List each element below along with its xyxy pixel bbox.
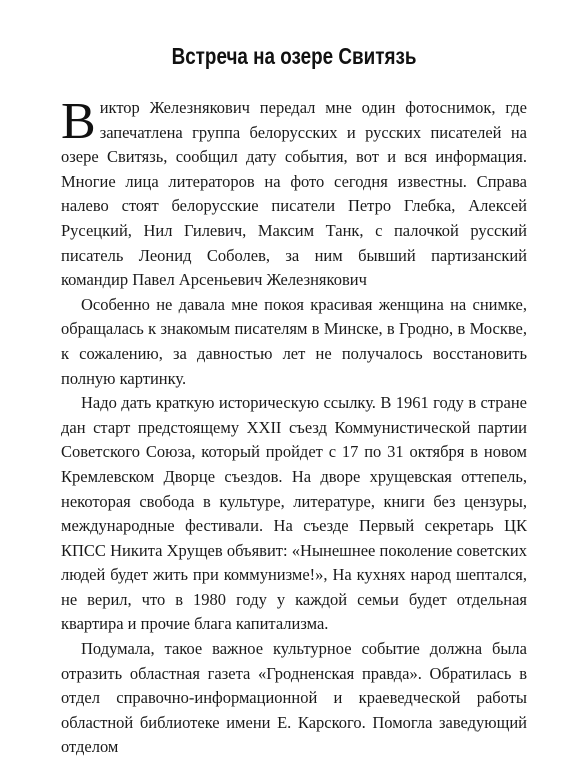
- paragraph-1-text: иктор Железнякович передал мне один фотоснимок, где запечатлена группа белорусских и русских писателей на озере Свитязь, сообщил дату события, вот и вся информация. Многие лица литераторов на фото сегодня известны. Справа налево стоят белорусские писатели Петро Глебка, Алексей Русецкий, Нил Гилевич, Максим Танк, с палочкой русский писатель Леонид Соболев, за ним бывший партизанский командир Павел Арсеньевич Железнякович: [61, 98, 527, 290]
- document-page: [61, 0, 527, 757]
- article-body: [61, 93, 527, 760]
- paragraph-3: Надо дать краткую историческую ссылку. В 1961 году в стране дан старт предстоящему XXII съезд Коммунистической партии Советского Союза, который пройдет с 17 по 31 октября в новом Кремлевском Дворце съездов. На дворе хрущевская оттепель, некоторая свобода в культуре, литературе, книги без цензуры, международные фестивали. На съезде Первый секретарь ЦК КПСС Никита Хрущев объявит: «Нынешнее поколение советских людей будет жить при коммунизме!», На кухнях народ шептался, не верил, что в 1980 году у каждой семьи будет отдельная квартира и прочие блага капитализма.: [61, 393, 527, 634]
- drop-cap-letter: В: [61, 93, 96, 150]
- paragraph-1: [61, 93, 527, 293]
- paragraph-4: Подумала, такое важное культурное событие должна была отразить областная газета «Гродненская правда». Обратилась в отдел справочно-информационной и краеведческой работы областной библиотеке имени Е. Карского. Помогла заведующий отделом: [61, 639, 527, 757]
- page-title: Встреча на озере Свитязь: [171, 43, 417, 69]
- paragraph-2: Особенно не давала мне покоя красивая женщина на снимке, обращалась к знакомым писателям в Минске, в Гродно, в Москве, к сожалению, за давностью лет не получалось восстановить полную картинку.: [61, 294, 527, 388]
